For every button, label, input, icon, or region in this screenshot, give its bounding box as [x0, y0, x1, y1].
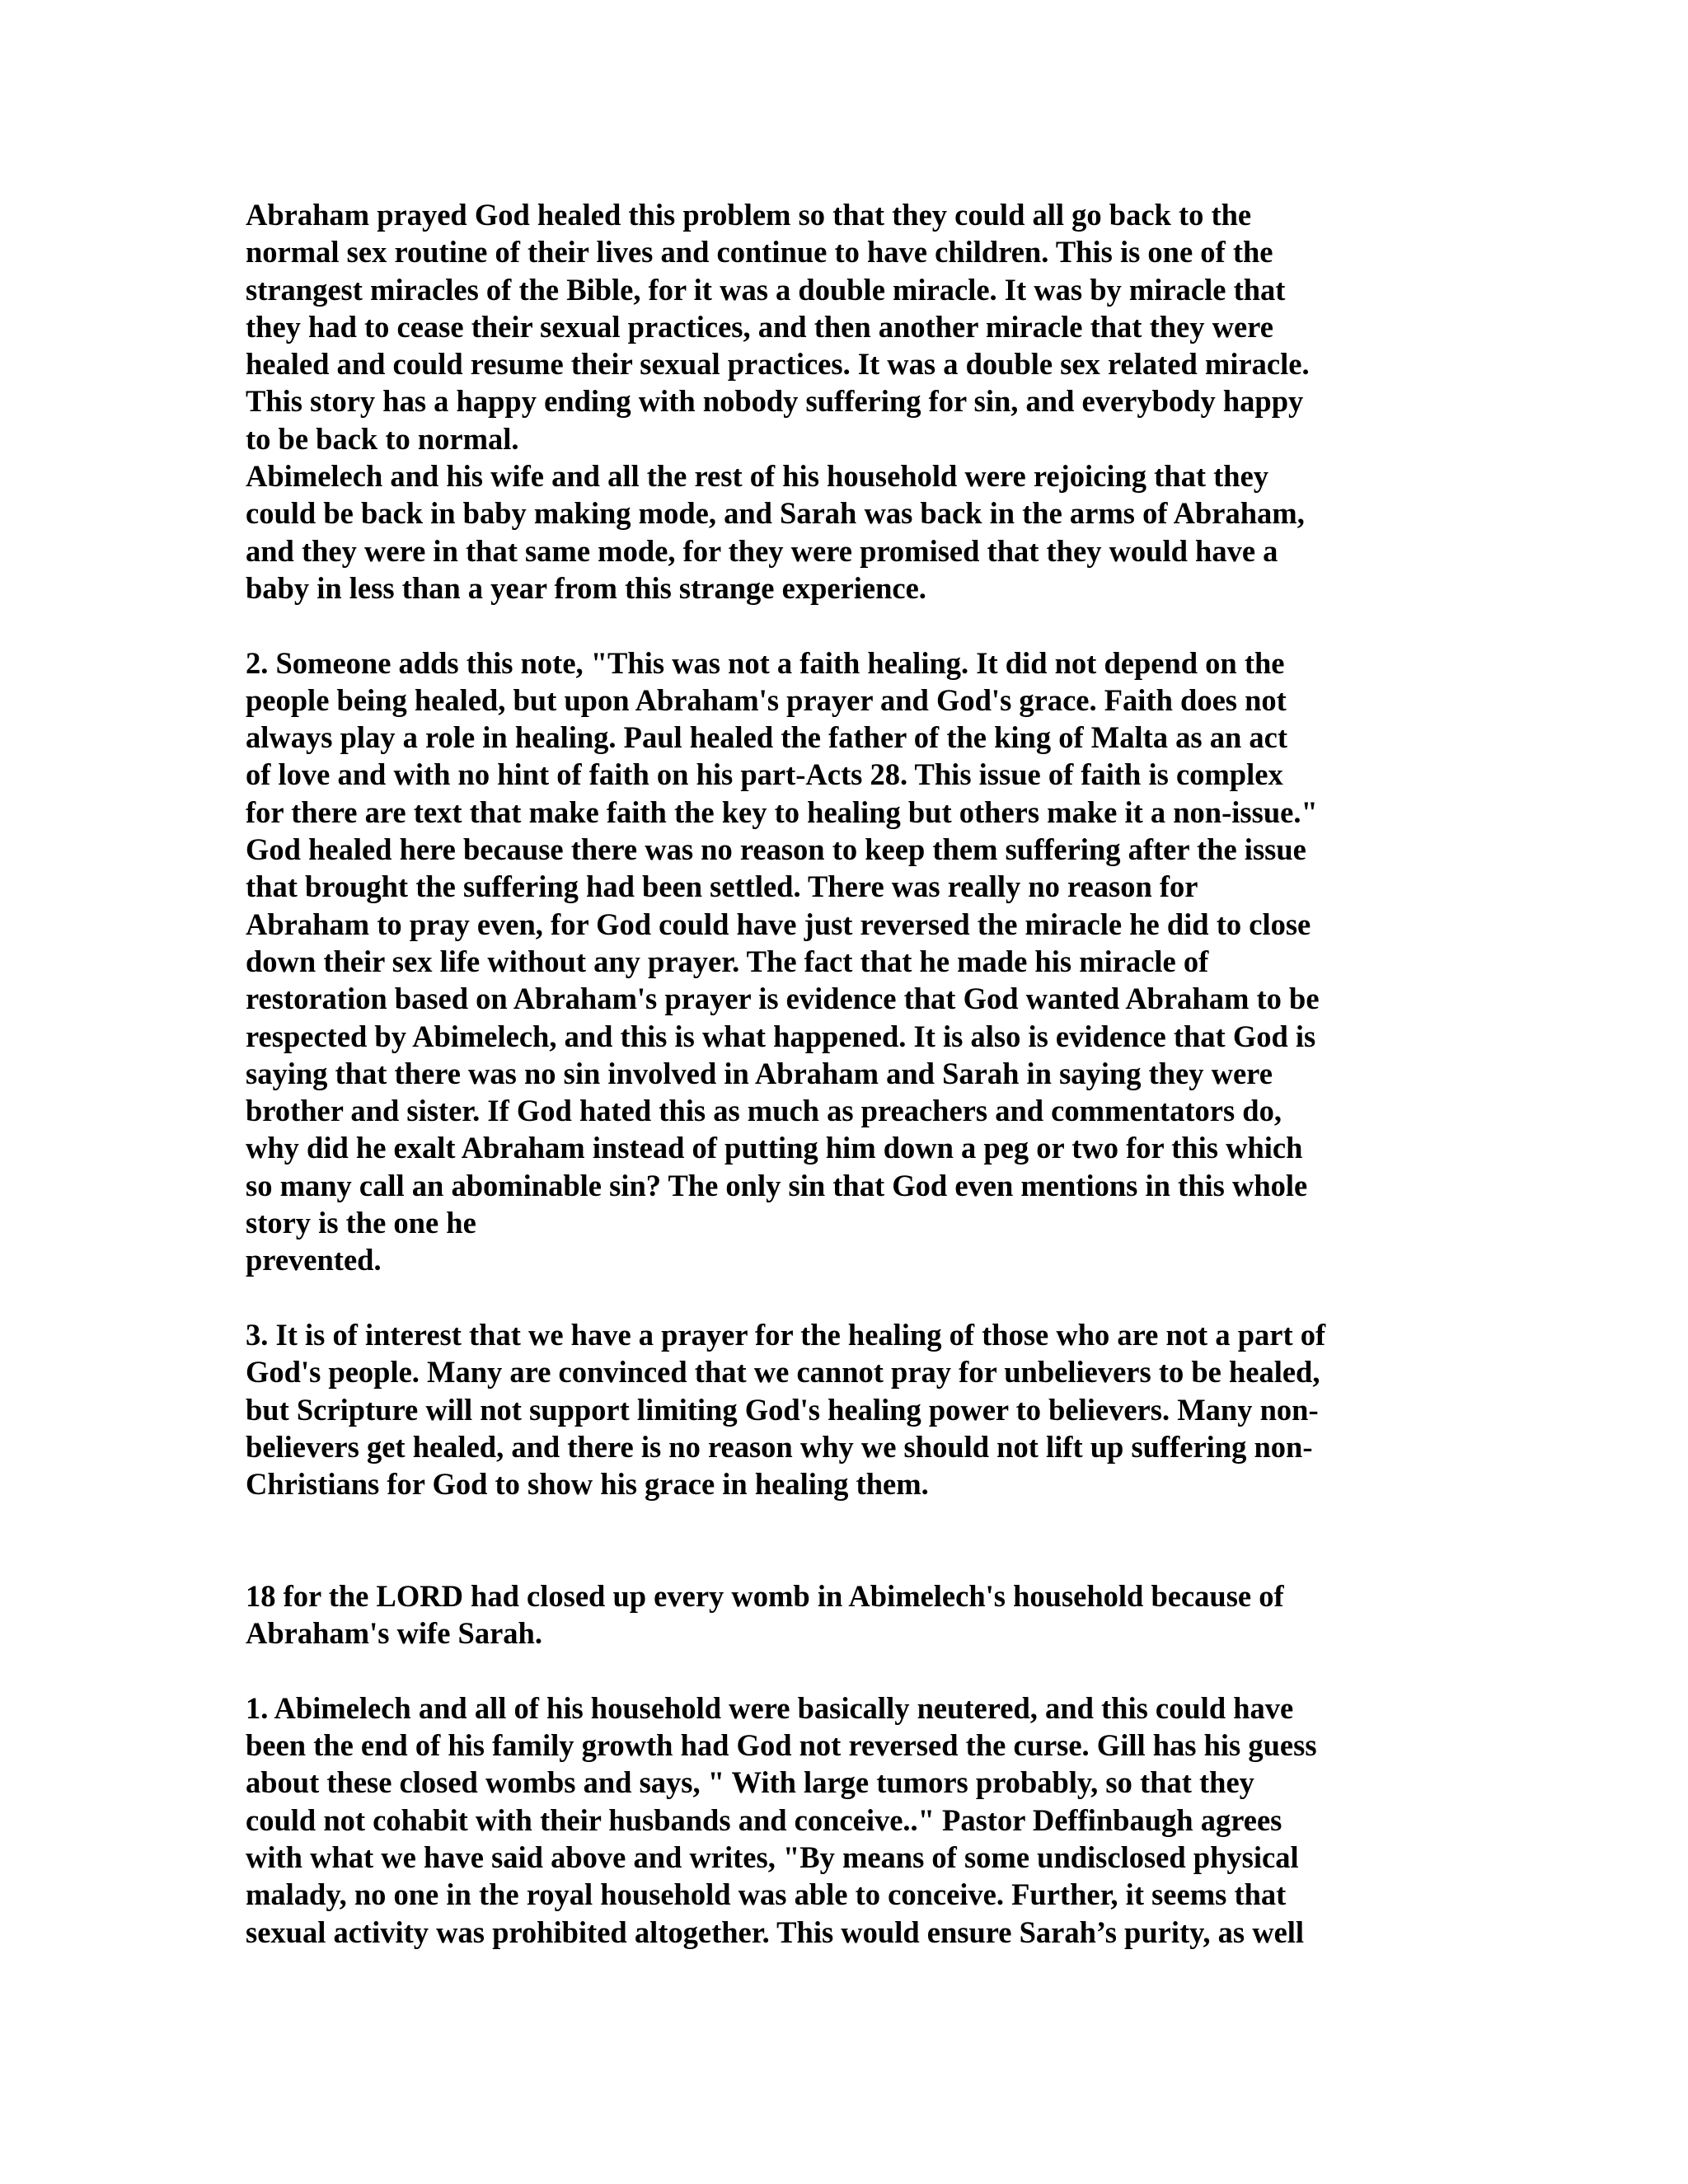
text-line: respected by Abimelech, and this is what happened. It is also is evidence that God is — [246, 1019, 1316, 1053]
text-line: Christians for God to show his grace in healing them. — [246, 1467, 929, 1502]
text-line: so many call an abominable sin? The only sin that God even mentions in this whole — [246, 1168, 1308, 1202]
text-line: could be back in baby making mode, and Sarah was back in the arms of Abraham, — [246, 496, 1305, 531]
text-line: 1. Abimelech and all of his household were basically neutered, and this could have — [246, 1690, 1294, 1725]
text-line: Abraham prayed God healed this problem so that they could all go back to the — [246, 198, 1252, 232]
text-line: brother and sister. If God hated this as much as preachers and commentators do, — [246, 1094, 1282, 1128]
blank-line — [246, 1502, 1449, 1540]
text-line: to be back to normal. — [246, 421, 519, 456]
blank-line — [246, 1279, 1449, 1316]
text-line: baby in less than a year from this strange experience. — [246, 570, 926, 605]
text-line: believers get healed, and there is no reason why we should not lift up suffering non- — [246, 1429, 1313, 1464]
text-line: down their sex life without any prayer. The fact that he made his miracle of — [246, 944, 1209, 978]
blank-line — [246, 1652, 1449, 1690]
text-line: always play a role in healing. Paul healed the father of the king of Malta as an act — [246, 720, 1287, 755]
text-line: malady, no one in the royal household was able to conceive. Further, it seems that — [246, 1877, 1287, 1912]
text-line: with what we have said above and writes, "By means of some undisclosed physical — [246, 1840, 1299, 1875]
text-line: God's people. Many are convinced that we cannot pray for unbelievers to be healed, — [246, 1355, 1320, 1390]
text-line: Abraham to pray even, for God could have just reversed the miracle he did to close — [246, 907, 1311, 941]
text-line: 18 for the LORD had closed up every womb in Abimelech's household because of — [246, 1578, 1284, 1613]
text-line: Abraham's wife Sarah. — [246, 1616, 542, 1651]
text-line: they had to cease their sexual practices, and then another miracle that they were — [246, 309, 1273, 344]
text-line: why did he exalt Abraham instead of putting him down a peg or two for this which — [246, 1131, 1303, 1165]
text-line: for there are text that make faith the key to healing but others make it a non-issue." — [246, 794, 1318, 829]
text-line: that brought the suffering had been settled. There was really no reason for — [246, 869, 1198, 904]
text-line: healed and could resume their sexual practices. It was a double sex related miracle. — [246, 347, 1310, 382]
text-line: been the end of his family growth had God not reversed the curse. Gill has his guess — [246, 1728, 1317, 1763]
text-line: about these closed wombs and says, " With large tumors probably, so that they — [246, 1765, 1254, 1800]
text-line: could not cohabit with their husbands and conceive.." Pastor Deffinbaugh agrees — [246, 1802, 1282, 1837]
text-line: normal sex routine of their lives and continue to have children. This is one of the — [246, 235, 1273, 269]
text-line: story is the one he — [246, 1206, 476, 1240]
blank-line — [246, 1540, 1449, 1577]
text-line: but Scripture will not support limiting God's healing power to believers. Many non- — [246, 1392, 1319, 1427]
text-line: 2. Someone adds this note, "This was not a faith healing. It did not depend on the — [246, 645, 1285, 680]
text-line: restoration based on Abraham's prayer is evidence that God wanted Abraham to be — [246, 982, 1320, 1016]
text-line: prevented. — [246, 1243, 382, 1277]
text-line: and they were in that same mode, for they were promised that they would have a — [246, 533, 1278, 568]
blank-line — [246, 607, 1449, 644]
text-line: Abimelech and his wife and all the rest of his household were rejoicing that they — [246, 459, 1269, 494]
text-line: God healed here because there was no reason to keep them suffering after the issue — [246, 832, 1306, 867]
text-line: saying that there was no sin involved in Abraham and Sarah in saying they were — [246, 1056, 1273, 1090]
text-line: 3. It is of interest that we have a prayer for the healing of those who are not a part of — [246, 1317, 1326, 1352]
text-line: This story has a happy ending with nobody suffering for sin, and everybody happy — [246, 384, 1304, 419]
document-body — [246, 196, 1449, 1951]
text-line: strangest miracles of the Bible, for it was a double miracle. It was by miracle that — [246, 272, 1286, 307]
text-line: people being healed, but upon Abraham's prayer and God's grace. Faith does not — [246, 682, 1287, 717]
text-line: sexual activity was prohibited altogether. This would ensure Sarah’s purity, as well — [246, 1915, 1305, 1949]
text-line: of love and with no hint of faith on his part-Acts 28. This issue of faith is complex — [246, 757, 1283, 792]
